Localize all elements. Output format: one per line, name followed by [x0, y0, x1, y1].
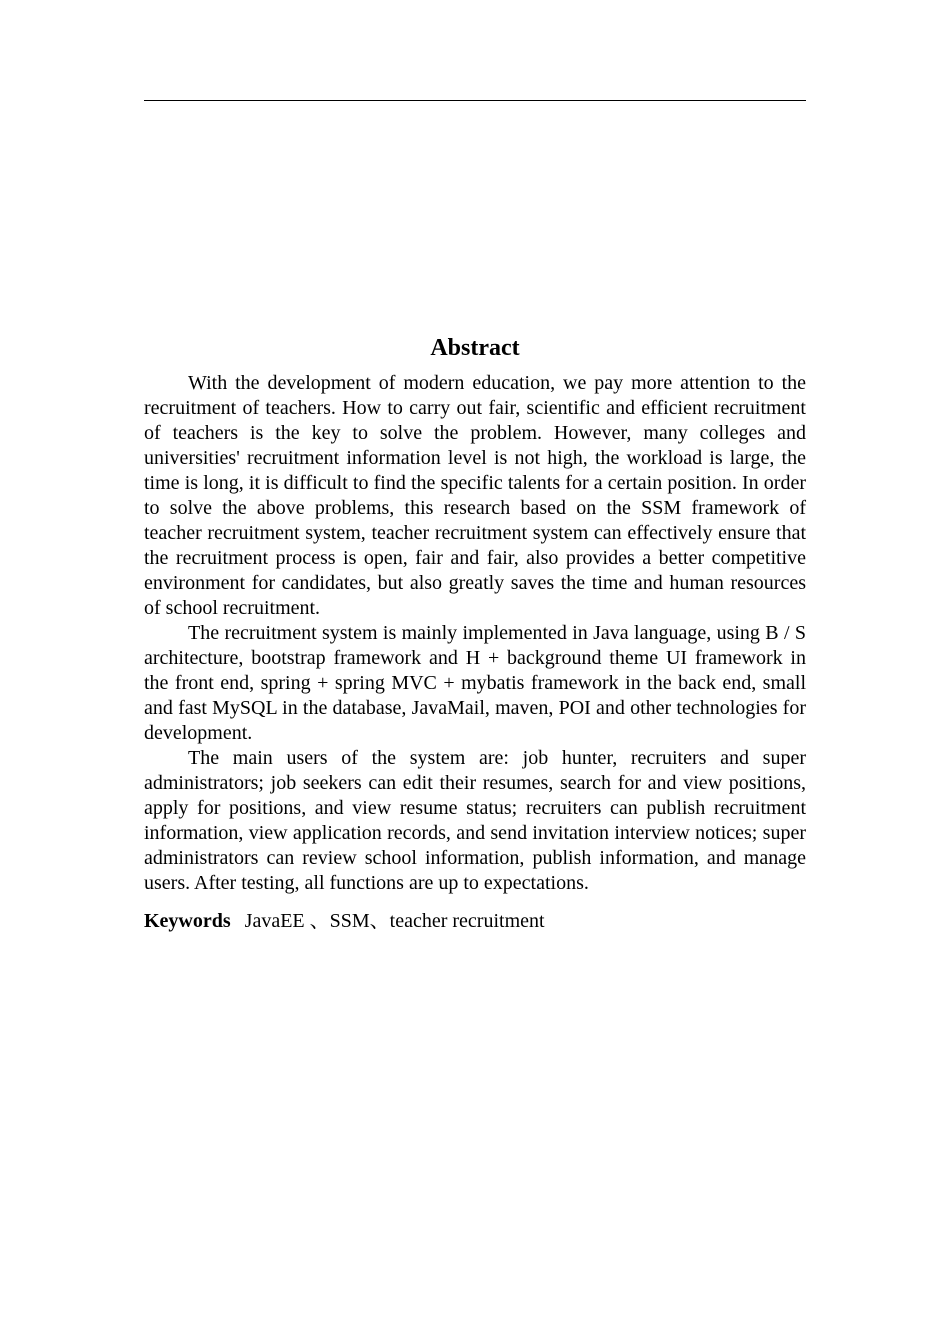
abstract-paragraph-1: With the development of modern education, we pay more attention to the recruitment of teachers. How to carry out fair, scientific and efficient recruitment of teachers is the key to solve the problem. However, many colleges and universities' recruitment information level is not high, the workload is large, the time is long, it is difficult to find the specific talents for a certain position. In order to solve the above problems, this research based on the SSM framework of teacher recruitment system, teacher recruitment system can effectively ensure that the recruitment process is open, fair and fair, also provides a better competitive environment for candidates, but also greatly saves the time and human resources of school recruitment. — [144, 372, 806, 619]
keywords-label: Keywords — [144, 910, 231, 932]
abstract-paragraph-3: The main users of the system are: job hunter, recruiters and super administrators; job seekers can edit their resumes, search for and view positions, apply for positions, and view resume status; recruiters can publish recruitment information, view application records, and send invitation interview notices; super administrators can review school information, publish information, and manage users. After testing, all functions are up to expectations. — [144, 747, 806, 894]
abstract-title: Abstract — [430, 335, 520, 361]
abstract-section — [144, 333, 806, 934]
keywords-text: JavaEE 、SSM、teacher recruitment — [244, 910, 545, 932]
abstract-paragraph-2: The recruitment system is mainly implemented in Java language, using B / S architecture, bootstrap framework and H + background theme UI framework in the front end, spring + spring MVC + mybatis framework in the back end, small and fast MySQL in the database, JavaMail, maven, POI and other technologies for development. — [144, 622, 806, 744]
keywords-line — [144, 909, 806, 934]
header-rule — [144, 100, 806, 101]
